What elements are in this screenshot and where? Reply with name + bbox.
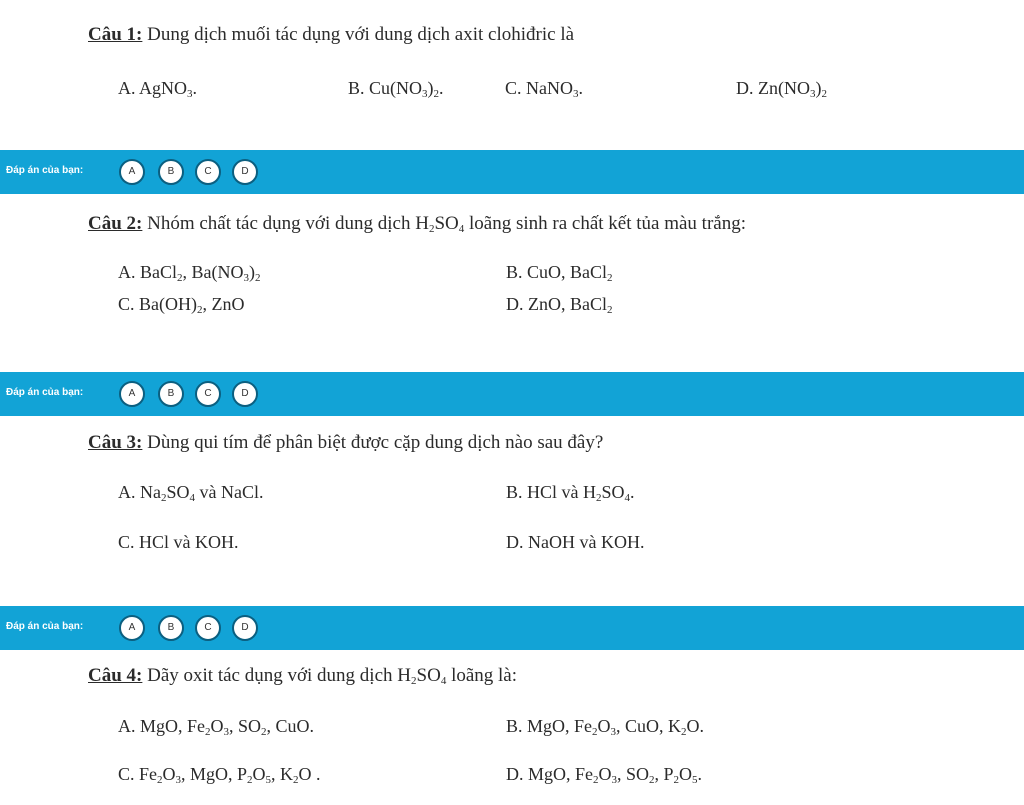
answer-bubble-c[interactable]: C [195, 615, 221, 641]
option-a: A. BaCl$_2$, $Ba(NO_3)_2$ [118, 262, 261, 284]
answer-bubble-b[interactable]: B [158, 159, 184, 185]
answer-bubble-a[interactable]: A [119, 159, 145, 185]
question-text-end: loãng là: [446, 665, 518, 686]
option-b: B. CuO, BaCl$_2$ [506, 262, 613, 284]
question-text-end: loãng sinh ra chất kết tủa màu trắng: [464, 213, 746, 234]
option-b: B. MgO, $Fe_2O_3$, CuO, $K_2O$. [506, 716, 705, 738]
option-a: A. $Na_2SO_4$ và NaCl. [118, 482, 264, 504]
answer-bubble-c[interactable]: C [195, 159, 221, 185]
question-label: Câu 1: [88, 24, 143, 45]
answer-bubble-b[interactable]: B [158, 615, 184, 641]
answer-bubble-d[interactable]: D [232, 159, 258, 185]
option-c: C. $Ba(OH)_2$, ZnO [118, 294, 245, 316]
answer-bubble-a[interactable]: A [119, 615, 145, 641]
answer-bubble-a[interactable]: A [119, 381, 145, 407]
option-c: C. $Fe_2O_3$, MgO, $P_2O_5$, $K_2O$ . [118, 764, 321, 786]
answer-label: Đáp án của bạn: [6, 621, 84, 632]
answer-bar-1 [0, 150, 1024, 194]
answer-bubble-b[interactable]: B [158, 381, 184, 407]
answer-bubble-d[interactable]: D [232, 381, 258, 407]
answer-bubble-d[interactable]: D [232, 615, 258, 641]
option-d: D. MgO, $Fe_2O_3$, $SO_2$, $P_2O_5$. [506, 764, 703, 786]
option-d: D. $Zn(NO_3)_2$ [736, 78, 827, 100]
question-text: Nhóm chất tác dụng với dung dịch [147, 213, 416, 234]
option-d: D. ZnO, BaCl$_2$ [506, 294, 613, 316]
question-formula: $H_2SO_4$ [397, 665, 447, 687]
question-formula: $H_2SO_4$ [415, 213, 465, 235]
option-c: C. NaNO$_3$. [505, 78, 584, 100]
question-1 [88, 24, 574, 46]
question-label: Câu 3: [88, 432, 143, 453]
option-a: A. MgO, $Fe_2O_3$, $SO_2$, CuO. [118, 716, 315, 738]
option-d: D. NaOH và KOH. [506, 532, 645, 552]
question-text: Dùng qui tím để phân biệt được cặp dung dịch nào sau đây? [147, 432, 604, 453]
question-4 [88, 665, 517, 687]
question-label: Câu 4: [88, 665, 143, 686]
answer-bubble-c[interactable]: C [195, 381, 221, 407]
question-2 [88, 213, 746, 235]
answer-label: Đáp án của bạn: [6, 165, 84, 176]
question-text: Dãy oxit tác dụng với dung dịch [147, 665, 398, 686]
question-3 [88, 432, 603, 454]
option-b: B. HCl và $H_2SO_4$. [506, 482, 635, 504]
option-b: B. $Cu(NO_3)_2$. [348, 78, 444, 100]
option-a: A. AgNO$_3$. [118, 78, 198, 100]
answer-bar-2 [0, 372, 1024, 416]
answer-label: Đáp án của bạn: [6, 387, 84, 398]
option-c: C. HCl và KOH. [118, 532, 239, 552]
question-text: Dung dịch muối tác dụng với dung dịch axit clohiđric là [147, 24, 575, 45]
answer-bar-3 [0, 606, 1024, 650]
question-label: Câu 2: [88, 213, 143, 234]
